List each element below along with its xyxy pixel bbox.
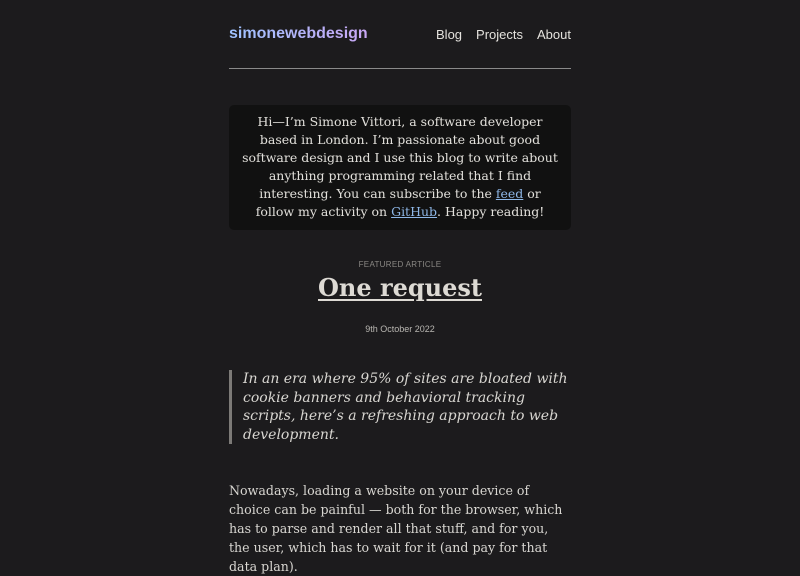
nav-blog[interactable]: Blog — [436, 26, 463, 42]
site-logo[interactable]: simonewebdesign — [229, 25, 368, 42]
feed-link[interactable]: feed — [495, 186, 524, 201]
intro-box — [229, 105, 571, 230]
nav-about[interactable]: About — [537, 26, 571, 42]
intro-text-end: . Happy reading! — [437, 204, 545, 219]
github-link[interactable]: GitHub — [391, 204, 438, 219]
site-header — [229, 0, 571, 69]
article-quote: In an era where 95% of sites are bloated with cookie banners and behavioral tracking scripts, here’s a refreshing approach to web development. — [229, 370, 571, 444]
featured-article-label: FEATURED ARTICLE — [358, 260, 442, 269]
intro-text-middle: or follow my activity on — [255, 186, 541, 219]
nav-projects[interactable]: Projects — [476, 26, 524, 42]
article-title[interactable]: One request — [318, 273, 482, 302]
article-date: 9th October 2022 — [365, 324, 435, 334]
article-paragraph: Nowadays, loading a website on your device of choice can be painful — both for the browser, which has to parse and render all that stuff, and for you, the user, which has to wait for it (and pay for that data plan). — [229, 483, 563, 574]
intro-text: Hi—I’m Simone Vittori, a software developer based in London. I’m passionate about good software design and I use this blog to write about anything programming related that I find interesting. You can subscribe to the — [242, 114, 558, 201]
page-container — [229, 0, 571, 576]
main-nav — [436, 27, 571, 42]
